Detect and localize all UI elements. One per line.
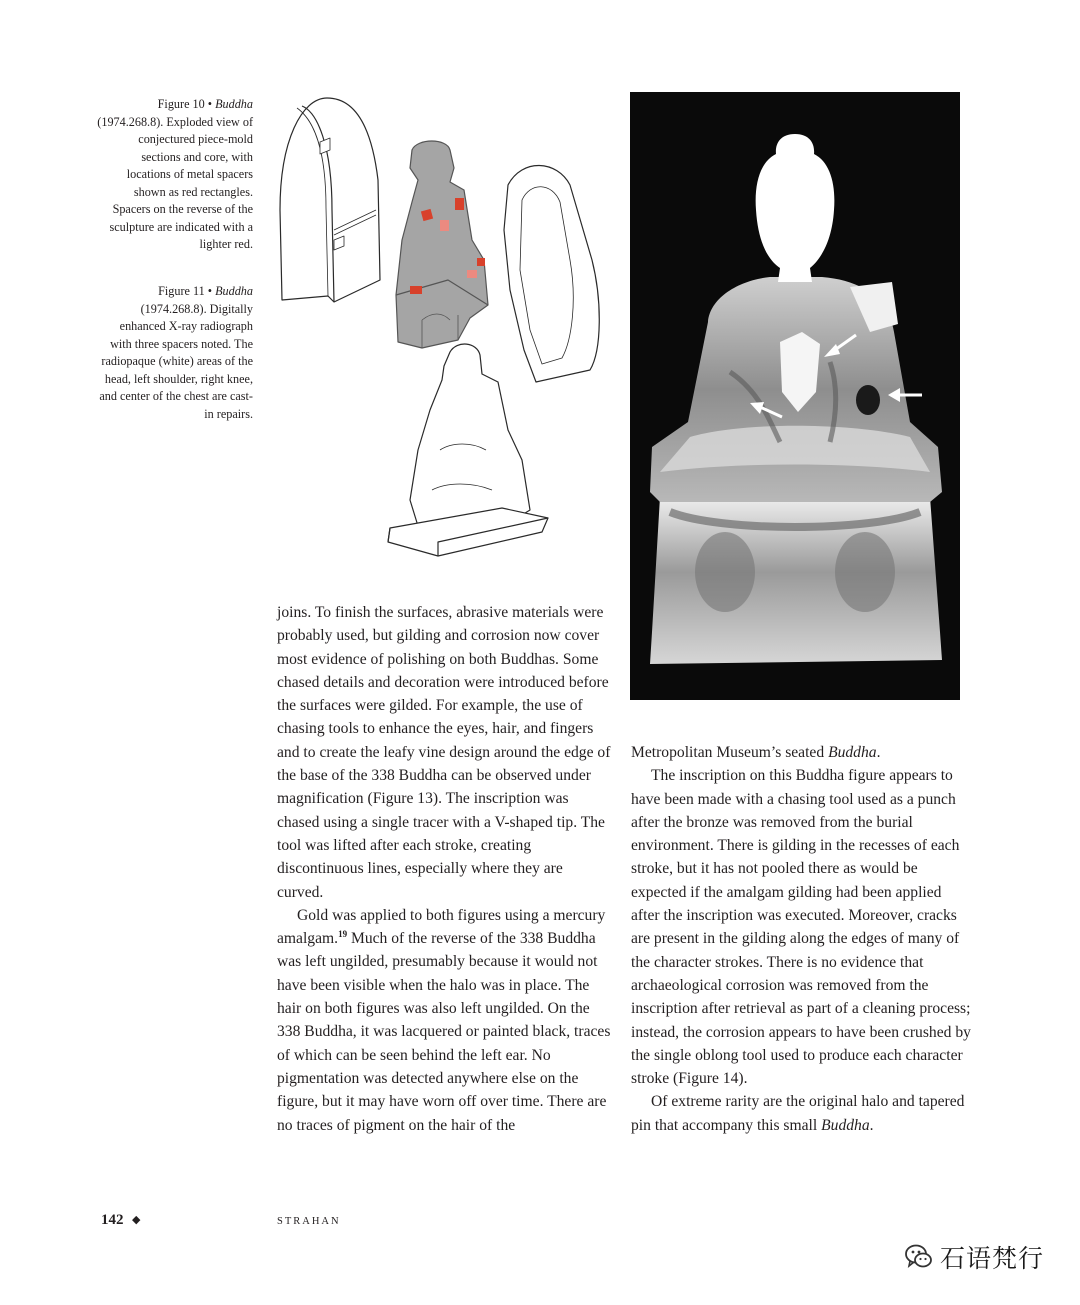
paragraph	[277, 904, 612, 1137]
core-with-figure	[396, 141, 488, 348]
paragraph: joins. To finish the surfaces, abrasive materials were probably used, but gilding and corrosion now cover most evidence of polishing on both Buddhas. Some chased details and decoration were introduced before the surfaces were gilded. For example, the use of chasing tools to enhance the eyes, hair, and fingers and to create the leafy vine design around the edge of the base of the 338 Buddha can be observed under magnification (Figure 13). The inscription was chased using a single tracer with a V-shaped tip. The tool was lifted after each stroke, creating discontinuous lines, especially where they are curved.	[277, 604, 611, 901]
page-number: 142	[101, 1212, 124, 1228]
figure-10-label: Figure 10 •	[157, 97, 216, 111]
page-bullet: ◆	[132, 1214, 141, 1226]
text-run: .	[876, 744, 881, 761]
lower-figure-drawing	[410, 344, 530, 530]
text-run: Gold was applied to both figures using a mercury amalgam.	[277, 906, 606, 948]
running-head: STRAHAN	[277, 1216, 341, 1227]
front-mold-section	[504, 165, 599, 382]
paragraph: The inscription on this Buddha figure appears to have been made with a chasing tool used as a punch after the bronze was removed from the burial environment. There is gilding in the recesses of each stroke, but it has not pooled there as would be expected if the amalgam gilding had been applied after the inscription was executed. Moreover, cracks are present in the gilding along the edges of many of the character strokes. There is no evidence that archaeological corrosion was removed from the inscription after retrieval as part of a cleaning process; instead, the corrosion appears to have been crushed by the single oblong tool used to produce each character stroke (Figure 14).	[631, 767, 971, 1088]
paragraph	[631, 741, 971, 764]
wechat-icon	[904, 1242, 934, 1272]
paragraph	[631, 1090, 971, 1137]
text-run: Of extreme rarity are the original halo and tapered pin that accompany this small	[631, 1093, 965, 1134]
back-mold-section	[280, 98, 380, 302]
watermark-text: 石语梵行	[940, 1244, 1045, 1273]
figure-11-text: (1974.268.8). Digitally enhanced X-ray radiograph with three spacers noted. The radiopaque (white) areas of the head, left shoulder, right knee, and center of the chest are cast-in repairs.	[99, 301, 253, 421]
text-run: .	[869, 1116, 874, 1134]
exploded-view-illustration	[272, 90, 612, 560]
body-text-left-column	[277, 601, 612, 1137]
text-run: Much of the reverse of the 338 Buddha was left ungilded, presumably because it would not have been visible when the halo was in place. The hair on both figures was also left ungilded. On the 338 Buddha, it was lacquered or painted black, traces of which can be seen behind the left ear. No pigmentation was detected anywhere else on the figure, but it may have worn off over time. There are no traces of pigment on the hair of the	[277, 930, 611, 1134]
footnote-marker: 19	[338, 929, 348, 940]
text-run: Metropolitan Museum’s seated	[631, 744, 829, 761]
figure-11-title: Buddha	[215, 284, 253, 298]
figure-10-caption	[96, 96, 253, 254]
watermark	[904, 1237, 1044, 1277]
body-text-right-column	[631, 741, 971, 1137]
figure-10-text: (1974.268.8). Exploded view of conjectured piece-mold sections and core, with locations of metal spacers shown as red rectangles. Spacers on the reverse of the sculpture are indicated with a lighter red.	[97, 114, 253, 251]
italic-title: Buddha	[828, 744, 877, 761]
figure-11-label: Figure 11 •	[158, 284, 216, 298]
xray-radiograph	[630, 92, 960, 700]
figure-11-caption	[96, 283, 253, 423]
figure-10-title: Buddha	[215, 97, 253, 111]
italic-title: Buddha	[821, 1116, 870, 1134]
